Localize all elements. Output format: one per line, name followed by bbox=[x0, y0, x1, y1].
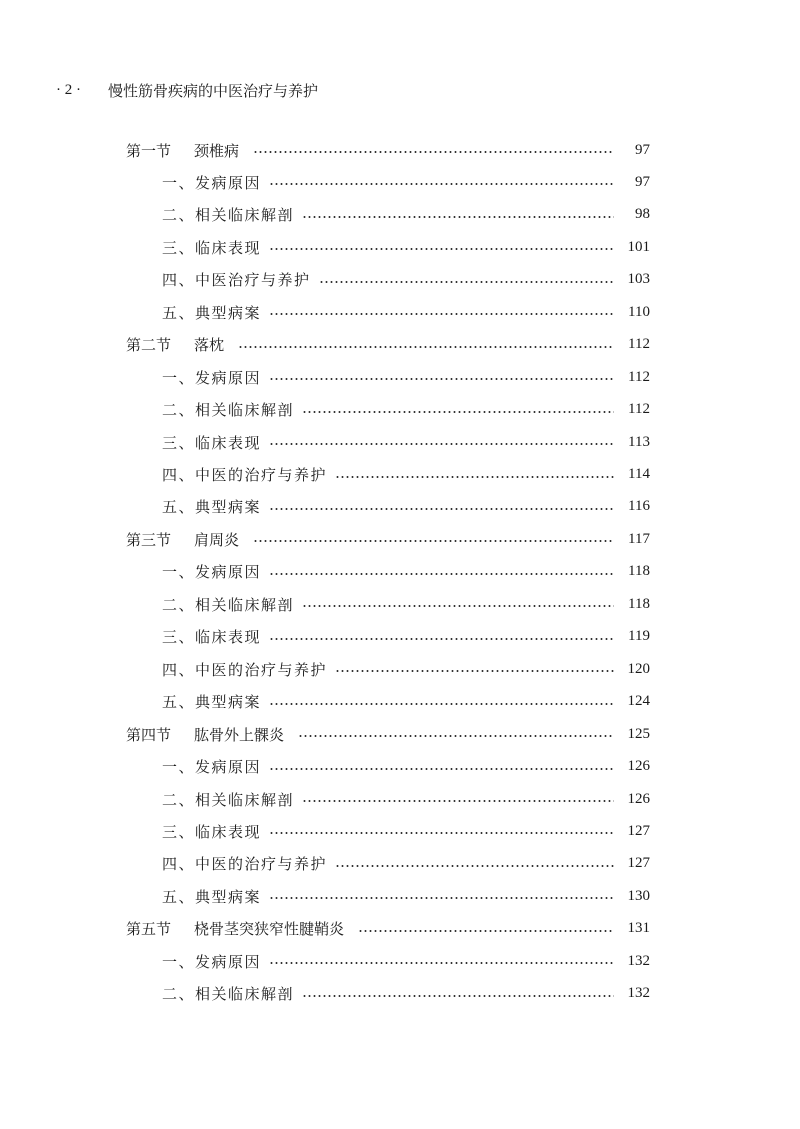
page-number-ref: 126 bbox=[627, 758, 650, 775]
dot-leader bbox=[269, 248, 614, 250]
dot-leader bbox=[269, 638, 614, 640]
page-number-ref: 110 bbox=[628, 303, 650, 320]
page-number-ref: 118 bbox=[628, 563, 650, 580]
toc-subsection-entry[interactable] bbox=[162, 464, 650, 486]
subsection-label: 三、临床表现 bbox=[162, 628, 262, 647]
subsection-label: 一、发病原因 bbox=[162, 563, 262, 582]
dot-leader bbox=[298, 735, 614, 737]
subsection-label: 四、中医的治疗与养护 bbox=[162, 466, 328, 484]
toc-subsection-entry[interactable] bbox=[162, 204, 650, 226]
dot-leader bbox=[238, 346, 614, 348]
dot-leader bbox=[269, 962, 614, 964]
subsection-label: 四、中医治疗与养护 bbox=[162, 271, 311, 290]
toc-subsection-entry[interactable] bbox=[162, 950, 650, 972]
dot-leader bbox=[269, 378, 614, 380]
subsection-label: 四、中医的治疗与养护 bbox=[162, 660, 328, 679]
dot-leader bbox=[269, 183, 614, 185]
dot-leader bbox=[335, 476, 614, 478]
dot-leader bbox=[253, 151, 614, 153]
toc-section-entry[interactable] bbox=[126, 918, 650, 940]
dot-leader bbox=[269, 768, 614, 770]
subsection-label: 二、相关临床解剖 bbox=[162, 401, 295, 420]
page-number-ref: 131 bbox=[627, 920, 650, 937]
section-title: 肱骨外上髁炎 bbox=[194, 725, 285, 744]
toc-subsection-entry[interactable] bbox=[162, 236, 650, 258]
section-number: 第一节 bbox=[126, 141, 172, 160]
section-number: 第五节 bbox=[126, 920, 172, 939]
dot-leader bbox=[269, 313, 614, 315]
dot-leader bbox=[302, 605, 614, 607]
page-number-ref: 97 bbox=[635, 173, 650, 190]
dot-leader bbox=[335, 670, 614, 672]
subsection-label: 二、相关临床解剖 bbox=[162, 206, 295, 225]
toc-subsection-entry[interactable] bbox=[162, 561, 650, 583]
toc-subsection-entry[interactable] bbox=[162, 885, 650, 907]
dot-leader bbox=[269, 832, 614, 834]
toc-subsection-entry[interactable] bbox=[162, 788, 650, 810]
page-number-ref: 98 bbox=[635, 206, 650, 223]
dot-leader bbox=[269, 703, 614, 705]
dot-leader bbox=[358, 930, 614, 932]
toc-subsection-entry[interactable] bbox=[162, 983, 650, 1005]
page-number-ref: 130 bbox=[627, 887, 650, 904]
subsection-label: 一、发病原因 bbox=[162, 758, 262, 777]
toc-section-entry[interactable] bbox=[126, 334, 650, 356]
subsection-label: 一、发病原因 bbox=[162, 368, 262, 387]
page-number-ref: 116 bbox=[628, 498, 650, 515]
toc-subsection-entry[interactable] bbox=[162, 399, 650, 421]
dot-leader bbox=[302, 411, 614, 413]
page-number-ref: 119 bbox=[628, 628, 650, 645]
subsection-label: 五、典型病案 bbox=[162, 498, 262, 517]
toc-subsection-entry[interactable] bbox=[162, 431, 650, 453]
toc-subsection-entry[interactable] bbox=[162, 658, 650, 680]
page-number-ref: 97 bbox=[635, 141, 650, 158]
dot-leader bbox=[302, 216, 614, 218]
page-header bbox=[56, 80, 318, 101]
page-number-ref: 112 bbox=[628, 368, 650, 385]
toc-subsection-entry[interactable] bbox=[162, 171, 650, 193]
dot-leader bbox=[302, 800, 614, 802]
page-number-ref: 112 bbox=[628, 401, 650, 418]
toc-subsection-entry[interactable] bbox=[162, 691, 650, 713]
toc-subsection-entry[interactable] bbox=[162, 496, 650, 518]
subsection-label: 一、发病原因 bbox=[162, 952, 262, 971]
section-title: 肩周炎 bbox=[194, 530, 240, 549]
page-number-ref: 101 bbox=[627, 238, 650, 255]
page-number-ref: 132 bbox=[627, 985, 650, 1002]
subsection-label: 三、临床表现 bbox=[162, 238, 262, 257]
section-number: 第二节 bbox=[126, 336, 172, 355]
toc-section-entry[interactable] bbox=[126, 139, 650, 161]
section-number: 第四节 bbox=[126, 725, 172, 744]
subsection-label: 四、中医的治疗与养护 bbox=[162, 855, 328, 874]
toc-subsection-entry[interactable] bbox=[162, 269, 650, 291]
toc-subsection-entry[interactable] bbox=[162, 820, 650, 842]
page-number-ref: 103 bbox=[627, 271, 650, 288]
page-number-ref: 127 bbox=[627, 855, 650, 872]
subsection-label: 五、典型病案 bbox=[162, 887, 262, 906]
toc-section-entry[interactable] bbox=[126, 528, 650, 550]
page-number-ref: 112 bbox=[628, 336, 650, 353]
dot-leader bbox=[269, 573, 614, 575]
dot-leader bbox=[269, 508, 614, 510]
page-number-ref: 126 bbox=[627, 790, 650, 807]
toc-subsection-entry[interactable] bbox=[162, 593, 650, 615]
toc-subsection-entry[interactable] bbox=[162, 366, 650, 388]
subsection-label: 五、典型病案 bbox=[162, 303, 262, 322]
subsection-label: 二、相关临床解剖 bbox=[162, 985, 295, 1004]
dot-leader bbox=[302, 995, 614, 997]
toc-subsection-entry[interactable] bbox=[162, 301, 650, 323]
dot-leader bbox=[335, 865, 614, 867]
toc-subsection-entry[interactable] bbox=[162, 853, 650, 875]
subsection-label: 三、临床表现 bbox=[162, 822, 262, 841]
subsection-label: 二、相关临床解剖 bbox=[162, 595, 295, 614]
section-title: 桡骨茎突狭窄性腱鞘炎 bbox=[194, 920, 345, 939]
section-number: 第三节 bbox=[126, 530, 172, 549]
toc-subsection-entry[interactable] bbox=[162, 756, 650, 778]
page-number-ref: 125 bbox=[627, 725, 650, 742]
book-title: 慢性筋骨疾病的中医治疗与养护 bbox=[108, 82, 319, 100]
page-number-ref: 114 bbox=[628, 466, 650, 482]
page-number-ref: 132 bbox=[627, 952, 650, 969]
toc-section-entry[interactable] bbox=[126, 723, 650, 745]
page-number-ref: 127 bbox=[627, 822, 650, 839]
page-number: · 2 · bbox=[56, 82, 81, 98]
dot-leader bbox=[319, 281, 614, 283]
toc-subsection-entry[interactable] bbox=[162, 626, 650, 648]
subsection-label: 三、临床表现 bbox=[162, 433, 262, 452]
page-number-ref: 118 bbox=[628, 595, 650, 612]
dot-leader bbox=[269, 897, 614, 899]
section-title: 落枕 bbox=[194, 336, 225, 355]
subsection-label: 二、相关临床解剖 bbox=[162, 790, 295, 809]
page-number-ref: 117 bbox=[628, 530, 650, 547]
page-number-ref: 120 bbox=[627, 660, 650, 677]
dot-leader bbox=[253, 540, 614, 542]
subsection-label: 一、发病原因 bbox=[162, 173, 262, 192]
page-number-ref: 113 bbox=[628, 433, 650, 450]
dot-leader bbox=[269, 443, 614, 445]
section-title: 颈椎病 bbox=[194, 141, 240, 160]
subsection-label: 五、典型病案 bbox=[162, 693, 262, 712]
page-number-ref: 124 bbox=[627, 693, 650, 710]
